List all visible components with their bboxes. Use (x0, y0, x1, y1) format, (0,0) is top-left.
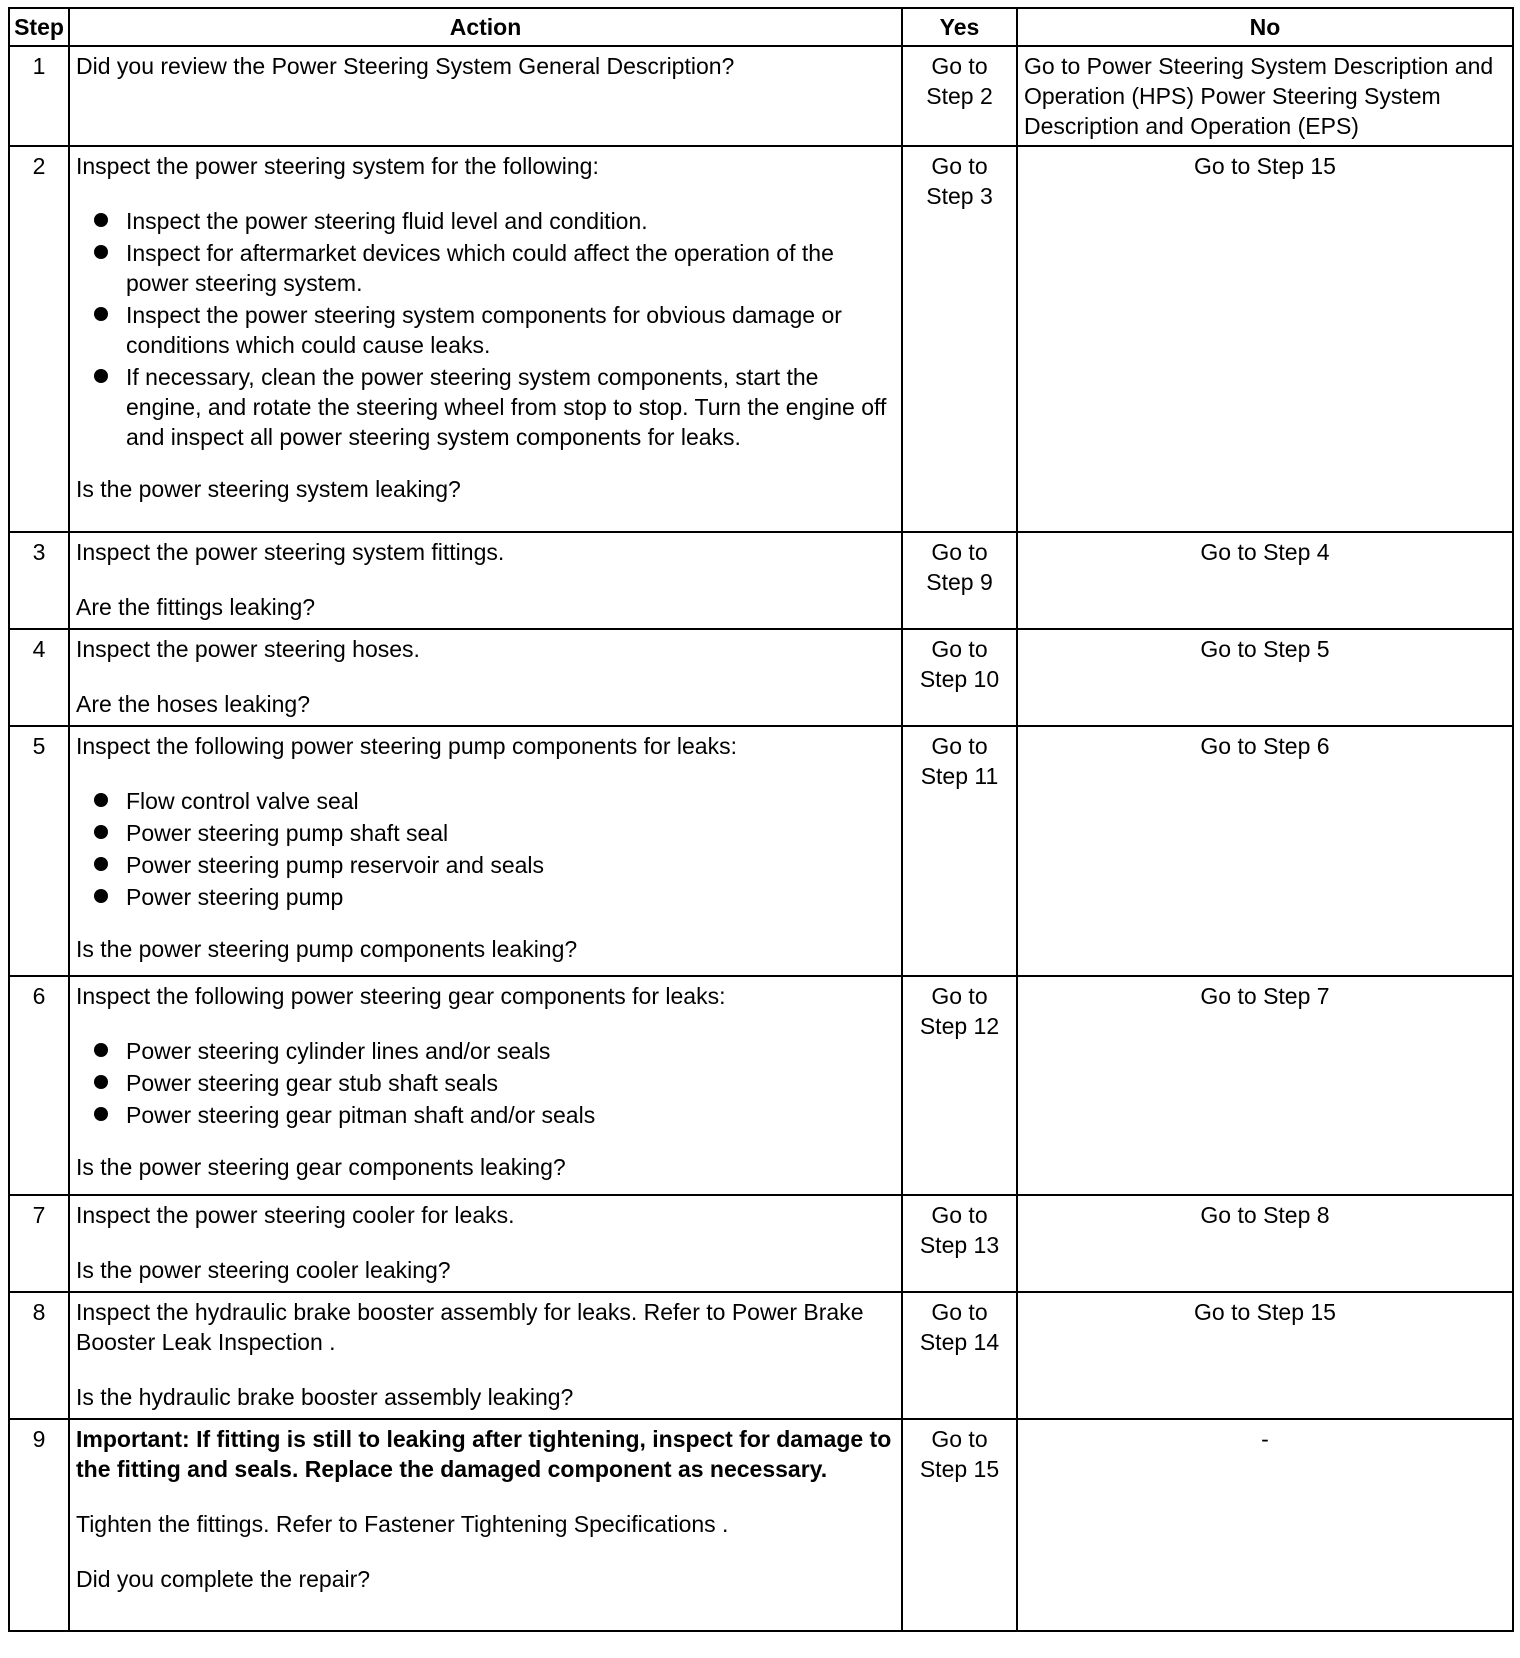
action-question: Is the power steering system leaking? (76, 476, 461, 502)
no-cell: Go to Step 8 (1017, 1195, 1513, 1292)
yes-cell (902, 1292, 1017, 1419)
yes-cell (902, 532, 1017, 629)
yes-line-1: Go to (931, 153, 988, 179)
action-lead: Inspect the power steering system fittings. (76, 539, 505, 565)
yes-cell (902, 1195, 1017, 1292)
action-lead: Tighten the fittings. Refer to Fastener Tightening Specifications . (76, 1511, 729, 1537)
important-note: Important: If fitting is still to leaking after tightening, inspect for damage to the fitting and seals. Replace the damaged component as necessary. (76, 1426, 892, 1482)
yes-line-2: Step 14 (919, 1329, 1000, 1355)
bullet-icon (94, 1043, 108, 1057)
table-row (9, 1195, 1513, 1292)
bullet-icon (94, 825, 108, 839)
action-lead: Inspect the power steering hoses. (76, 636, 420, 662)
step-number: 4 (9, 629, 69, 726)
step-number: 9 (9, 1419, 69, 1631)
step-number: 5 (9, 726, 69, 976)
action-question: Is the power steering gear components leaking? (76, 1154, 566, 1180)
bullet-icon (94, 369, 108, 383)
header-yes: Yes (902, 8, 1017, 46)
yes-line-2: Step 2 (926, 83, 993, 109)
step-number: 7 (9, 1195, 69, 1292)
bullet-icon (94, 307, 108, 321)
action-cell (69, 146, 902, 532)
list-item-text: Power steering cylinder lines and/or seals (126, 1038, 551, 1064)
yes-line-2: Step 13 (919, 1232, 1000, 1258)
no-cell: Go to Step 15 (1017, 1292, 1513, 1419)
action-question: Is the power steering pump components leaking? (76, 936, 578, 962)
action-cell (69, 1419, 902, 1631)
no-cell: Go to Power Steering System Description and Operation (HPS) Power Steering System Description and Operation (EPS) (1017, 46, 1513, 146)
list-item (76, 882, 895, 912)
yes-line-2: Step 15 (919, 1456, 1000, 1482)
yes-line-2: Step 11 (920, 763, 999, 789)
list-item-text: Flow control valve seal (126, 788, 359, 814)
yes-line-1: Go to (931, 1202, 988, 1228)
list-item-text: Power steering pump (126, 884, 344, 910)
step-number: 8 (9, 1292, 69, 1419)
yes-line-1: Go to (931, 1426, 988, 1452)
no-cell: Go to Step 7 (1017, 976, 1513, 1195)
action-cell (69, 629, 902, 726)
action-cell (69, 976, 902, 1195)
bullet-list (76, 786, 895, 912)
action-lead: Inspect the power steering cooler for leaks. (76, 1202, 515, 1228)
no-cell: - (1017, 1419, 1513, 1631)
header-no: No (1017, 8, 1513, 46)
diagnostic-table (8, 7, 1514, 1632)
table-row (9, 146, 1513, 532)
list-item (76, 362, 895, 452)
step-number: 6 (9, 976, 69, 1195)
action-cell (69, 1195, 902, 1292)
yes-line-2: Step 3 (926, 183, 993, 209)
list-item (76, 786, 895, 816)
action-question: Is the power steering cooler leaking? (76, 1257, 451, 1283)
yes-cell (902, 976, 1017, 1195)
no-cell: Go to Step 15 (1017, 146, 1513, 532)
list-item (76, 818, 895, 848)
action-cell (69, 532, 902, 629)
no-cell: Go to Step 5 (1017, 629, 1513, 726)
yes-cell (902, 726, 1017, 976)
header-row (9, 8, 1513, 46)
yes-line-1: Go to (931, 636, 988, 662)
bullet-icon (94, 793, 108, 807)
bullet-icon (94, 245, 108, 259)
action-lead: Inspect the following power steering pump components for leaks: (76, 733, 737, 759)
yes-cell (902, 1419, 1017, 1631)
yes-line-1: Go to (931, 539, 988, 565)
table-row (9, 1292, 1513, 1419)
yes-line-1: Go to (931, 1299, 988, 1325)
table-row (9, 46, 1513, 146)
bullet-icon (94, 889, 108, 903)
table-row (9, 976, 1513, 1195)
action-cell (69, 46, 902, 146)
yes-line-1: Go to (931, 733, 988, 759)
no-cell: Go to Step 6 (1017, 726, 1513, 976)
list-item (76, 206, 895, 236)
step-number: 3 (9, 532, 69, 629)
yes-line-2: Step 9 (926, 569, 993, 595)
yes-cell (902, 629, 1017, 726)
list-item-text: Inspect for aftermarket devices which could affect the operation of the power steering system. (126, 240, 834, 296)
step-number: 2 (9, 146, 69, 532)
header-step: Step (9, 8, 69, 46)
list-item-text: Power steering gear pitman shaft and/or seals (126, 1102, 596, 1128)
list-item-text: Inspect the power steering fluid level and condition. (126, 208, 648, 234)
list-item-text: If necessary, clean the power steering system components, start the engine, and rotate the steering wheel from stop to stop. Turn the engine off and inspect all power steering system components for leaks. (126, 364, 887, 450)
bullet-icon (94, 1107, 108, 1121)
list-item (76, 1100, 895, 1130)
list-item (76, 1036, 895, 1066)
action-question: Is the hydraulic brake booster assembly leaking? (76, 1384, 574, 1410)
action-question: Are the fittings leaking? (76, 594, 316, 620)
list-item (76, 300, 895, 360)
table-row (9, 726, 1513, 976)
action-question: Are the hoses leaking? (76, 691, 310, 717)
action-cell (69, 726, 902, 976)
table-row (9, 1419, 1513, 1631)
bullet-icon (94, 1075, 108, 1089)
step-number: 1 (9, 46, 69, 146)
list-item (76, 1068, 895, 1098)
list-item (76, 238, 895, 298)
table-row (9, 629, 1513, 726)
yes-line-1: Go to (931, 53, 988, 79)
action-lead: Did you review the Power Steering System General Description? (76, 53, 735, 79)
list-item-text: Power steering pump reservoir and seals (126, 852, 545, 878)
action-lead: Inspect the following power steering gear components for leaks: (76, 983, 726, 1009)
bullet-icon (94, 213, 108, 227)
header-action: Action (69, 8, 902, 46)
yes-cell (902, 46, 1017, 146)
bullet-list (76, 206, 895, 452)
list-item-text: Power steering pump shaft seal (126, 820, 449, 846)
action-cell (69, 1292, 902, 1419)
bullet-icon (94, 857, 108, 871)
list-item (76, 850, 895, 880)
action-lead: Inspect the power steering system for the following: (76, 153, 599, 179)
yes-line-1: Go to (931, 983, 988, 1009)
yes-cell (902, 146, 1017, 532)
no-cell: Go to Step 4 (1017, 532, 1513, 629)
action-question: Did you complete the repair? (76, 1566, 371, 1592)
bullet-list (76, 1036, 895, 1130)
yes-line-2: Step 10 (919, 666, 1000, 692)
action-lead: Inspect the hydraulic brake booster assembly for leaks. Refer to Power Brake Booster Leak Inspection . (76, 1299, 864, 1355)
list-item-text: Power steering gear stub shaft seals (126, 1070, 499, 1096)
list-item-text: Inspect the power steering system components for obvious damage or conditions which could cause leaks. (126, 302, 842, 358)
table-row (9, 532, 1513, 629)
yes-line-2: Step 12 (919, 1013, 1000, 1039)
